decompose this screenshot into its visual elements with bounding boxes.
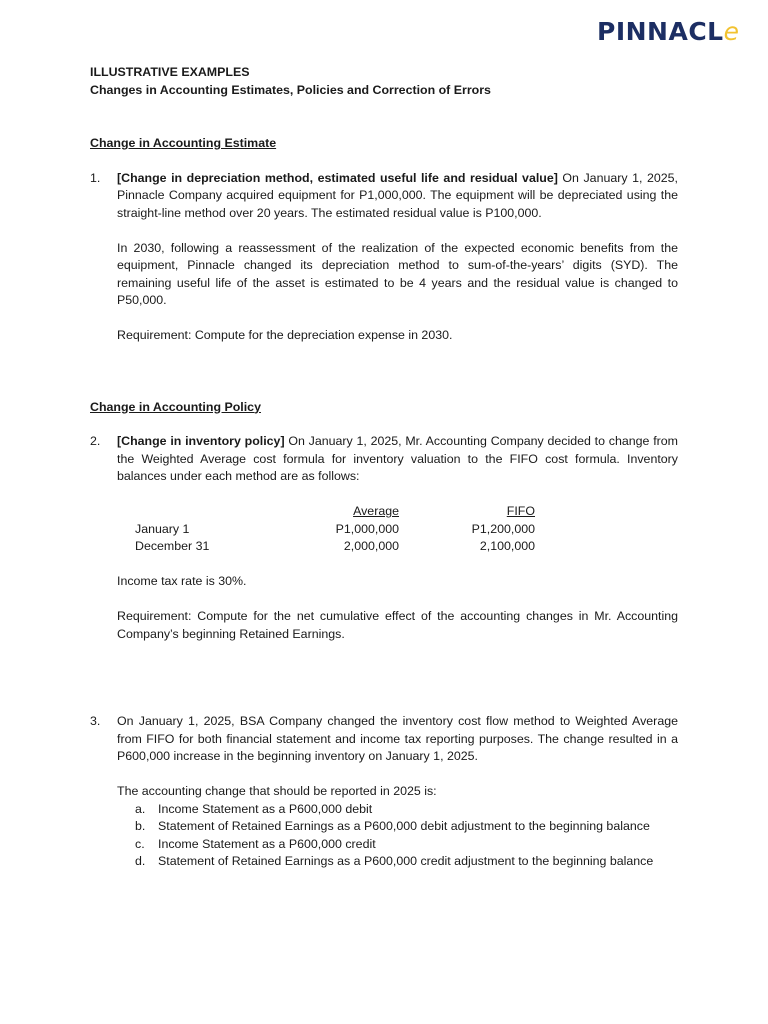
section-title-policy: Change in Accounting Policy: [90, 399, 261, 414]
table-cell: December 31: [135, 539, 210, 553]
item-1-paragraph-2: In 2030, following a reassessment of the realization of the expected economic benefits from the equipment, Pinnacle changed its depreciation method to sum-of-the-years’ digits (SYD). The remaining useful life of the asset is estimated to be 4 years and the residual value is changed to P50,000.: [117, 240, 678, 307]
table-header: [135, 503, 255, 521]
inventory-table: [135, 503, 535, 556]
choice-text: Income Statement as a P600,000 credit: [158, 836, 376, 851]
choice-letter: d.: [135, 854, 146, 868]
choice-text: Statement of Retained Earnings as a P600,000 debit adjustment to the beginning balance: [158, 819, 650, 833]
table-header-average: Average: [353, 504, 399, 518]
table-row: [135, 538, 535, 556]
example-item-2: [90, 433, 678, 643]
section-title-estimate: Change in Accounting Estimate: [90, 136, 277, 150]
table-header-row: [135, 503, 535, 521]
item-number: 3.: [90, 714, 101, 728]
logo-main: PINNACL: [597, 17, 724, 46]
item-1-paragraph-1: [117, 170, 678, 223]
choice-text: Income Statement as a P600,000 debit: [158, 801, 373, 816]
example-item-1: [90, 170, 678, 345]
item-1-text: On January 1, 2025, Pinnacle Company acquired equipment for P1,000,000. The equipment will be depreciated using the straight-line method over 20 years. The estimated residual value is P100,000.: [117, 170, 678, 220]
choice-letter: b.: [135, 819, 146, 833]
item-3-paragraph-1: On January 1, 2025, BSA Company changed the inventory cost flow method to Weighted Average from FIFO for both financial statement and income tax reporting purposes. The change resulted in a P600,000 increase in the beginning inventory on January 1, 2025.: [117, 714, 678, 763]
choice-c: [135, 836, 678, 854]
item-1-lead: [Change in depreciation method, estimated useful life and residual value]: [117, 170, 558, 185]
example-item-3: [90, 713, 678, 871]
choice-d: [135, 853, 678, 871]
table-cell: January 1: [135, 521, 190, 536]
table-cell: P1,200,000: [471, 521, 535, 536]
document-title: ILLUSTRATIVE EXAMPLES: [90, 65, 250, 79]
choice-letter: a.: [135, 801, 146, 816]
document-subtitle: Changes in Accounting Estimates, Policies and Correction of Errors: [90, 82, 491, 97]
choice-text: Statement of Retained Earnings as a P600,000 credit adjustment to the beginning balance: [158, 854, 654, 868]
item-number: 1.: [90, 170, 101, 185]
table-cell: P1,000,000: [335, 521, 399, 536]
table-cell: 2,000,000: [343, 539, 399, 553]
item-2-lead: [Change in inventory policy]: [117, 434, 285, 448]
table-header-fifo: FIFO: [506, 504, 535, 518]
item-2-paragraph-1: [117, 433, 678, 486]
item-2-text: On January 1, 2025, Mr. Accounting Company decided to change from the Weighted Average cost formula for inventory valuation to the FIFO cost formula. Inventory balances under each method are as follows:: [117, 434, 678, 483]
choice-b: [135, 818, 678, 836]
item-number: 2.: [90, 434, 101, 448]
logo-accent: e: [723, 17, 740, 46]
answer-choices: [117, 801, 678, 871]
document-body: [90, 64, 678, 871]
item-3-question: The accounting change that should be reported in 2025 is:: [117, 784, 437, 798]
table-cell: 2,100,000: [479, 539, 535, 553]
item-1-requirement: Requirement: Compute for the depreciation expense in 2030.: [117, 328, 453, 342]
choice-a: [135, 801, 678, 819]
item-2-requirement: Requirement: Compute for the net cumulative effect of the accounting changes in Mr. Accounting Company’s beginning Retained Earnings.: [117, 609, 678, 641]
tax-rate-text: Income tax rate is 30%.: [117, 574, 247, 588]
pinnacle-logo: [597, 16, 740, 48]
choice-letter: c.: [135, 836, 145, 851]
table-row: [135, 521, 535, 539]
